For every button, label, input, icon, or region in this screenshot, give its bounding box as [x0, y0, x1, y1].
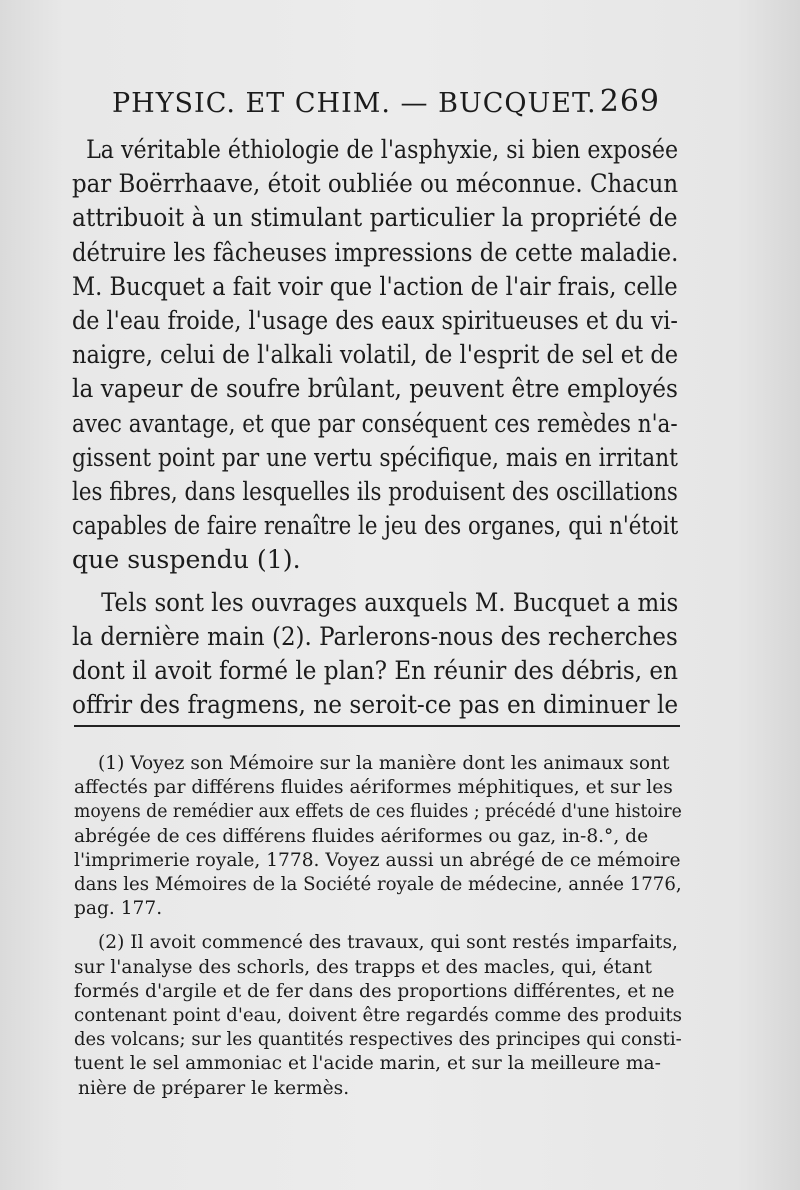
- main-text: [72, 133, 678, 722]
- footnote-1: [74, 752, 682, 921]
- footnotes: [74, 752, 682, 1101]
- text-line: M. Bucquet a fait voir que l'action de l'air frais, celle: [72, 271, 678, 301]
- text-line: attribuoit à un stimulant particulier la propriété de: [72, 203, 678, 233]
- text-line: de l'eau froide, l'usage des eaux spiritueuses et du vi-: [72, 306, 678, 336]
- text-line: les fibres, dans lesquelles ils produisent des oscillations: [72, 477, 678, 507]
- text-line: avec avantage, et que par conséquent ces remèdes n'a-: [72, 408, 678, 438]
- footnote-line: pag. 177.: [74, 898, 163, 920]
- text-line: la vapeur de soufre brûlant, peuvent être employés: [72, 374, 678, 404]
- text-line: dont il avoit formé le plan? En réunir des débris, en: [72, 656, 678, 686]
- footnote-separator: [74, 725, 680, 727]
- footnote-line: sur l'analyse des schorls, des trapps et des macles, qui, étant: [74, 956, 653, 978]
- paragraph-1: [72, 133, 678, 578]
- footnote-line: affectés par différens fluides aériformes méphitiques, et sur les: [74, 777, 673, 799]
- footnote-line: contenant point d'eau, doivent être regardés comme des produits: [74, 1005, 683, 1027]
- text-line: La véritable éthiologie de l'asphyxie, si bien exposée: [86, 135, 679, 164]
- footnote-line: tuent le sel ammoniac et l'acide marin, et sur la meilleure ma-: [74, 1053, 661, 1075]
- paragraph-2: [72, 586, 678, 723]
- footnote-line: (2) Il avoit commencé des travaux, qui sont restés imparfaits,: [98, 932, 678, 954]
- footnote-line: l'imprimerie royale, 1778. Voyez aussi un abrégé de ce mémoire: [74, 849, 681, 871]
- footnote-line: abrégée de ces différens fluides aériformes ou gaz, in-8.°, de: [74, 825, 649, 847]
- text-line: que suspendu (1).: [72, 545, 301, 575]
- footnote-line: (1) Voyez son Mémoire sur la manière dont les animaux sont: [98, 753, 670, 774]
- footnote-line: moyens de remédier aux effets de ces fluides ; précédé d'une histoire: [74, 801, 682, 823]
- page-number: 269: [599, 84, 660, 119]
- running-title: PHYSIC. ET CHIM. — BUCQUET.: [112, 88, 597, 119]
- text-line: offrir des fragmens, ne seroit-ce pas en diminuer le: [72, 690, 679, 720]
- text-line: Tels sont les ouvrages auxquels M. Bucquet a mis: [101, 587, 679, 617]
- text-line: gissent point par une vertu spécifique, mais en irritant: [72, 442, 678, 472]
- footnote-line: formés d'argile et de fer dans des proportions différentes, et ne: [74, 980, 675, 1002]
- footnote-line: des volcans; sur les quantités respectives des principes qui consti-: [74, 1029, 682, 1051]
- footnote-line: nière de préparer le kermès.: [78, 1077, 350, 1099]
- text-line: la dernière main (2). Parlerons-nous des recherches: [72, 621, 678, 651]
- footnote-line: dans les Mémoires de la Société royale de médecine, année 1776,: [74, 874, 682, 896]
- text-line: par Boërrhaave, étoit oubliée ou méconnue. Chacun: [72, 169, 679, 199]
- text-line: capables de faire renaître le jeu des organes, qui n'étoit: [72, 511, 679, 541]
- text-line: détruire les fâcheuses impressions de cette maladie.: [72, 237, 679, 267]
- text-line: naigre, celui de l'alkali volatil, de l'esprit de sel et de: [72, 340, 679, 370]
- footnote-2: [74, 931, 682, 1100]
